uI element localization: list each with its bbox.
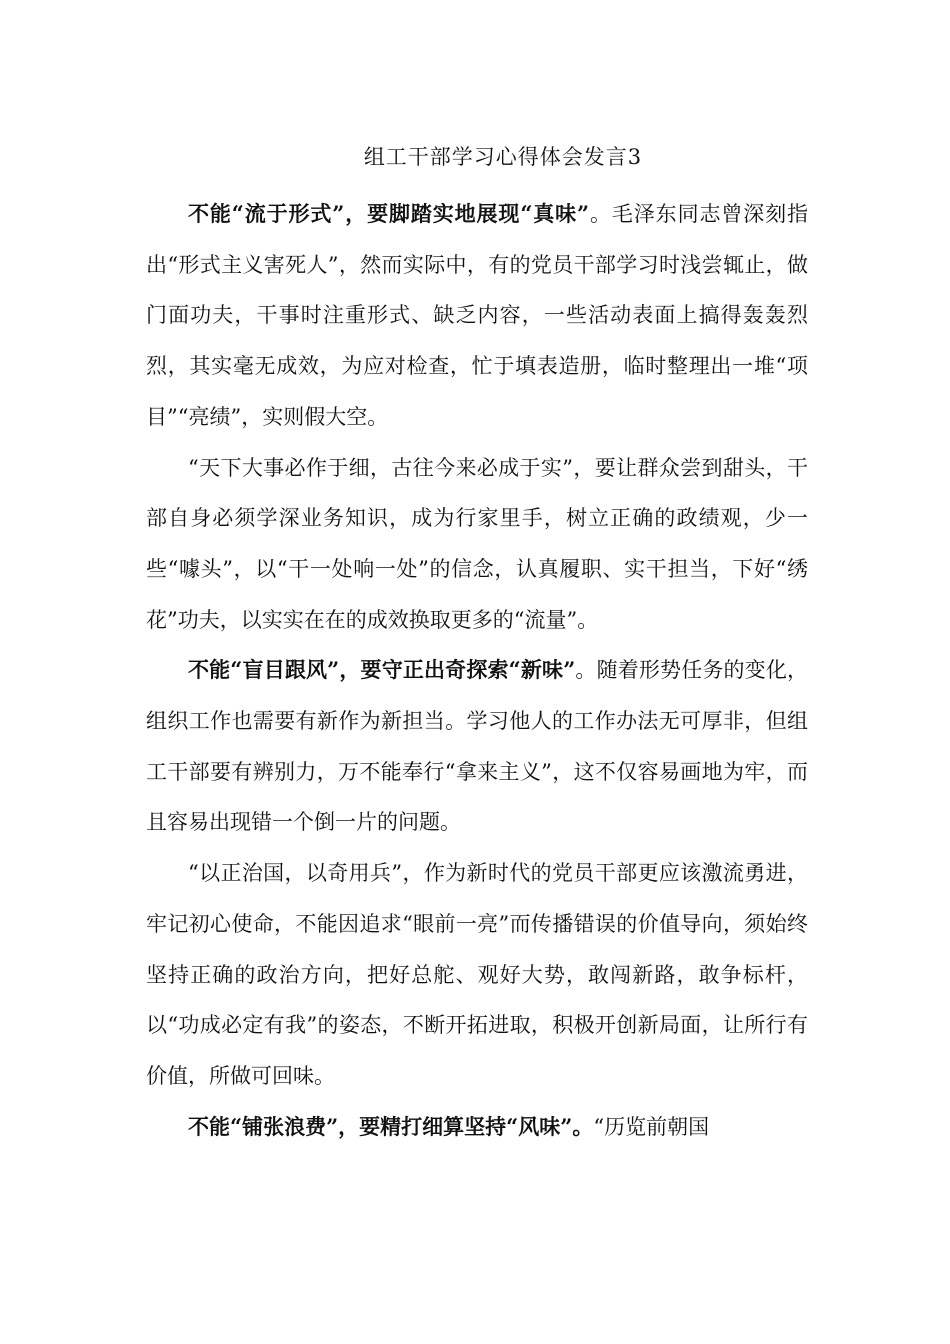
paragraph-5-lead: 不能“铺张浪费”，要精打细算坚持“风味”。	[188, 1113, 594, 1139]
paragraph-3-text: 。随着形势任务的变化，组织工作也需要有新作为新担当。学习他人的工作办法无可厚非，但组工干部要有辨别力，万不能奉行“拿来主义”，这不仅容易画地为牢，而且容易出现错一个倒一片的问题。	[146, 658, 808, 835]
paragraph-1	[146, 189, 808, 443]
paragraph-2-text: “天下大事必作于细，古往今来必成于实”，要让群众尝到甜头，干部自身必须学深业务知识，成为行家里手，树立正确的政绩观，少一些“噱头”，以“干一处响一处”的信念，认真履职、实干担当，下好“绣花”功夫，以实实在在的成效换取更多的“流量”。	[146, 455, 808, 632]
paragraph-5-text: “历览前朝国	[593, 1114, 710, 1139]
document-body	[146, 189, 808, 1152]
paragraph-3	[146, 645, 808, 848]
paragraph-4-text: “以正治国，以奇用兵”，作为新时代的党员干部更应该激流勇进，牢记初心使命，不能因追求“眼前一亮”而传播错误的价值导向，须始终坚持正确的政治方向，把好总舵、观好大势，敢闯新路，敢争标杆，以“功成必定有我”的姿态，不断开拓进取，积极开创新局面，让所行有价值，所做可回味。	[146, 861, 808, 1088]
paragraph-4	[146, 848, 808, 1102]
document-title: 组工干部学习心得体会发言3	[363, 145, 643, 169]
paragraph-5	[146, 1102, 808, 1153]
paragraph-2	[146, 443, 808, 646]
paragraph-1-text: 。毛泽东同志曾深刻指出“形式主义害死人”，然而实际中，有的党员干部学习时浅尝辄止，做门面功夫，干事时注重形式、缺乏内容，一些活动表面上搞得轰轰烈烈，其实毫无成效，为应对检查，忙于填表造册，临时整理出一堆“项目”“亮绩”，实则假大空。	[146, 202, 808, 429]
paragraph-3-lead: 不能“盲目跟风”，要守正出奇探索“新味”	[188, 657, 576, 683]
paragraph-1-lead: 不能“流于形式”，要脚踏实地展现“真味”	[188, 201, 590, 226]
